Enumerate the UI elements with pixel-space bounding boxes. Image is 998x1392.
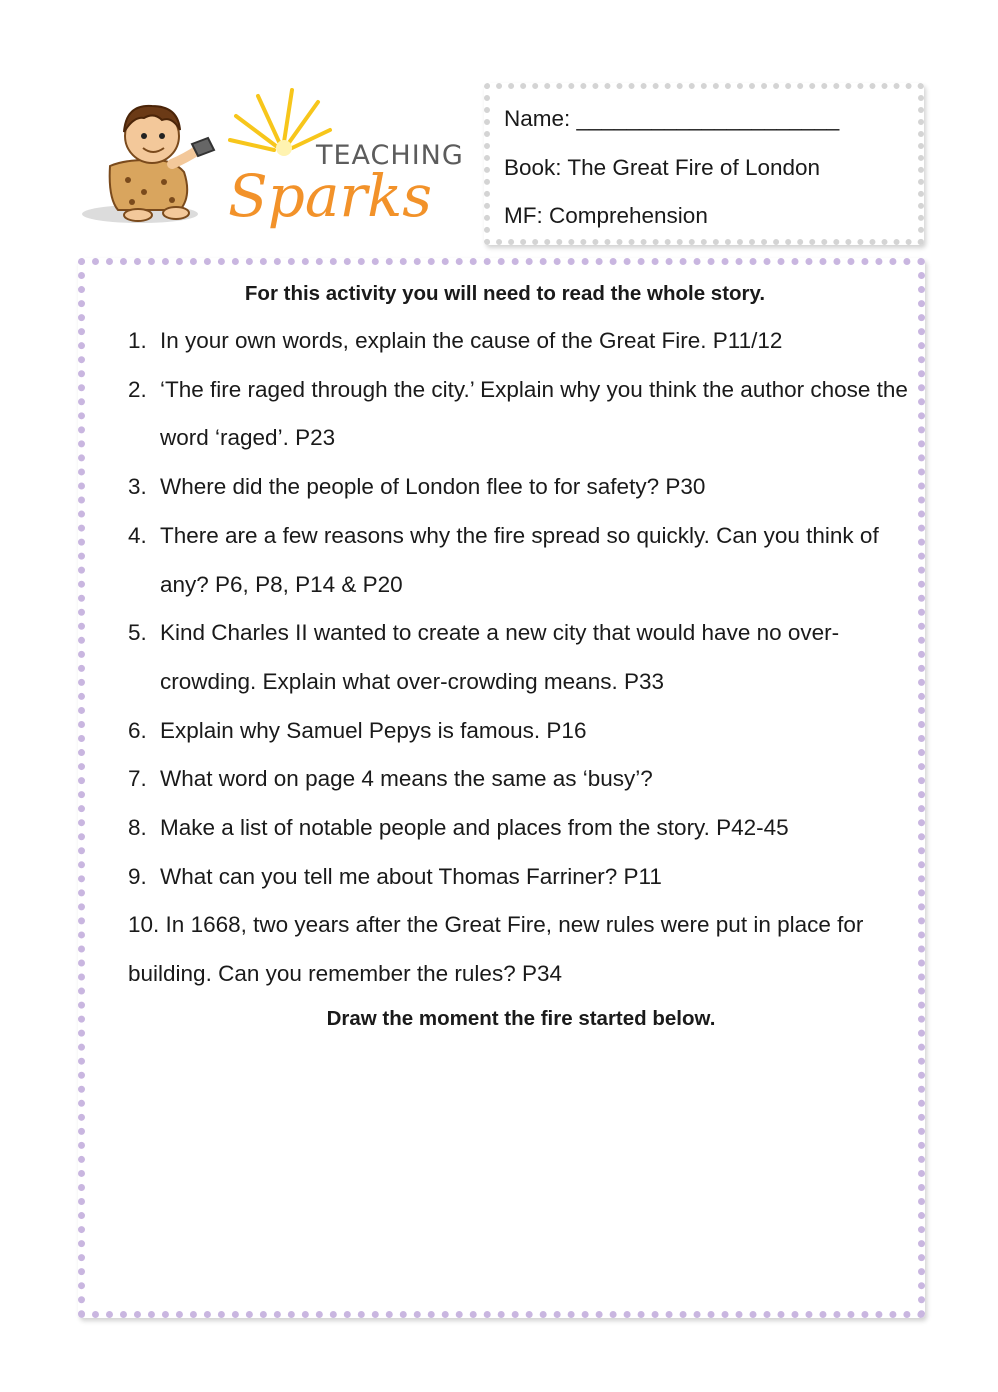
question-item <box>85 901 925 998</box>
question-text: Make a list of notable people and places from the story. P42-45 <box>160 815 789 841</box>
sun-rays-icon <box>230 90 330 150</box>
question-number: 2. <box>128 376 147 402</box>
question-item <box>85 317 925 366</box>
name-field[interactable]: Name: _____________________ <box>504 106 840 131</box>
question-number: 3. <box>128 474 147 500</box>
question-text: Explain why Samuel Pepys is famous. P16 <box>160 717 587 743</box>
question-item <box>85 853 925 902</box>
question-number: 10. <box>128 912 160 938</box>
question-item <box>85 463 925 512</box>
question-number: 1. <box>128 328 147 353</box>
question-item <box>85 609 925 706</box>
question-item <box>85 804 925 853</box>
question-number: 4. <box>128 522 147 548</box>
question-item <box>85 755 925 804</box>
activity-box <box>78 258 925 1318</box>
question-text: What word on page 4 means the same as ‘busy’? <box>160 766 653 792</box>
brand-top-text: TEACHING <box>316 140 464 171</box>
question-text: What can you tell me about Thomas Farriner? P11 <box>160 863 662 889</box>
logo-graphic <box>80 88 472 240</box>
brand-bottom-text: Sparks <box>228 162 433 230</box>
question-list <box>85 317 925 999</box>
book-title: Book: The Great Fire of London <box>504 154 821 180</box>
question-number: 6. <box>128 717 147 743</box>
caveman-icon <box>110 106 214 221</box>
question-item <box>85 707 925 756</box>
mf-label: MF: Comprehension <box>504 203 708 228</box>
question-number: 7. <box>128 766 147 792</box>
question-number: 8. <box>128 815 147 841</box>
question-text: There are a few reasons why the fire spread so quickly. Can you think of any? P6, P8, P14 & P20 <box>160 522 879 597</box>
activity-intro: For this activity you will need to read the whole story. <box>244 282 766 305</box>
question-item <box>85 512 925 609</box>
question-text: Kind Charles II wanted to create a new city that would have no over-crowding. Explain what over-crowding means. P33 <box>160 620 840 694</box>
question-number: 5. <box>128 620 147 646</box>
question-text: In 1668, two years after the Great Fire, new rules were put in place for building. Can you remember the rules? P34 <box>128 912 864 987</box>
question-text: ‘The fire raged through the city.’ Explain why you think the author chose the word ‘raged’. P23 <box>160 376 908 451</box>
student-info-box <box>484 83 924 245</box>
drawing-instruction: Draw the moment the fire started below. <box>326 1007 716 1030</box>
question-item <box>85 366 925 463</box>
teaching-sparks-logo <box>80 88 472 240</box>
question-text: In your own words, explain the cause of the Great Fire. P11/12 <box>160 328 783 353</box>
question-text: Where did the people of London flee to for safety? P30 <box>160 474 706 500</box>
question-number: 9. <box>128 863 147 889</box>
